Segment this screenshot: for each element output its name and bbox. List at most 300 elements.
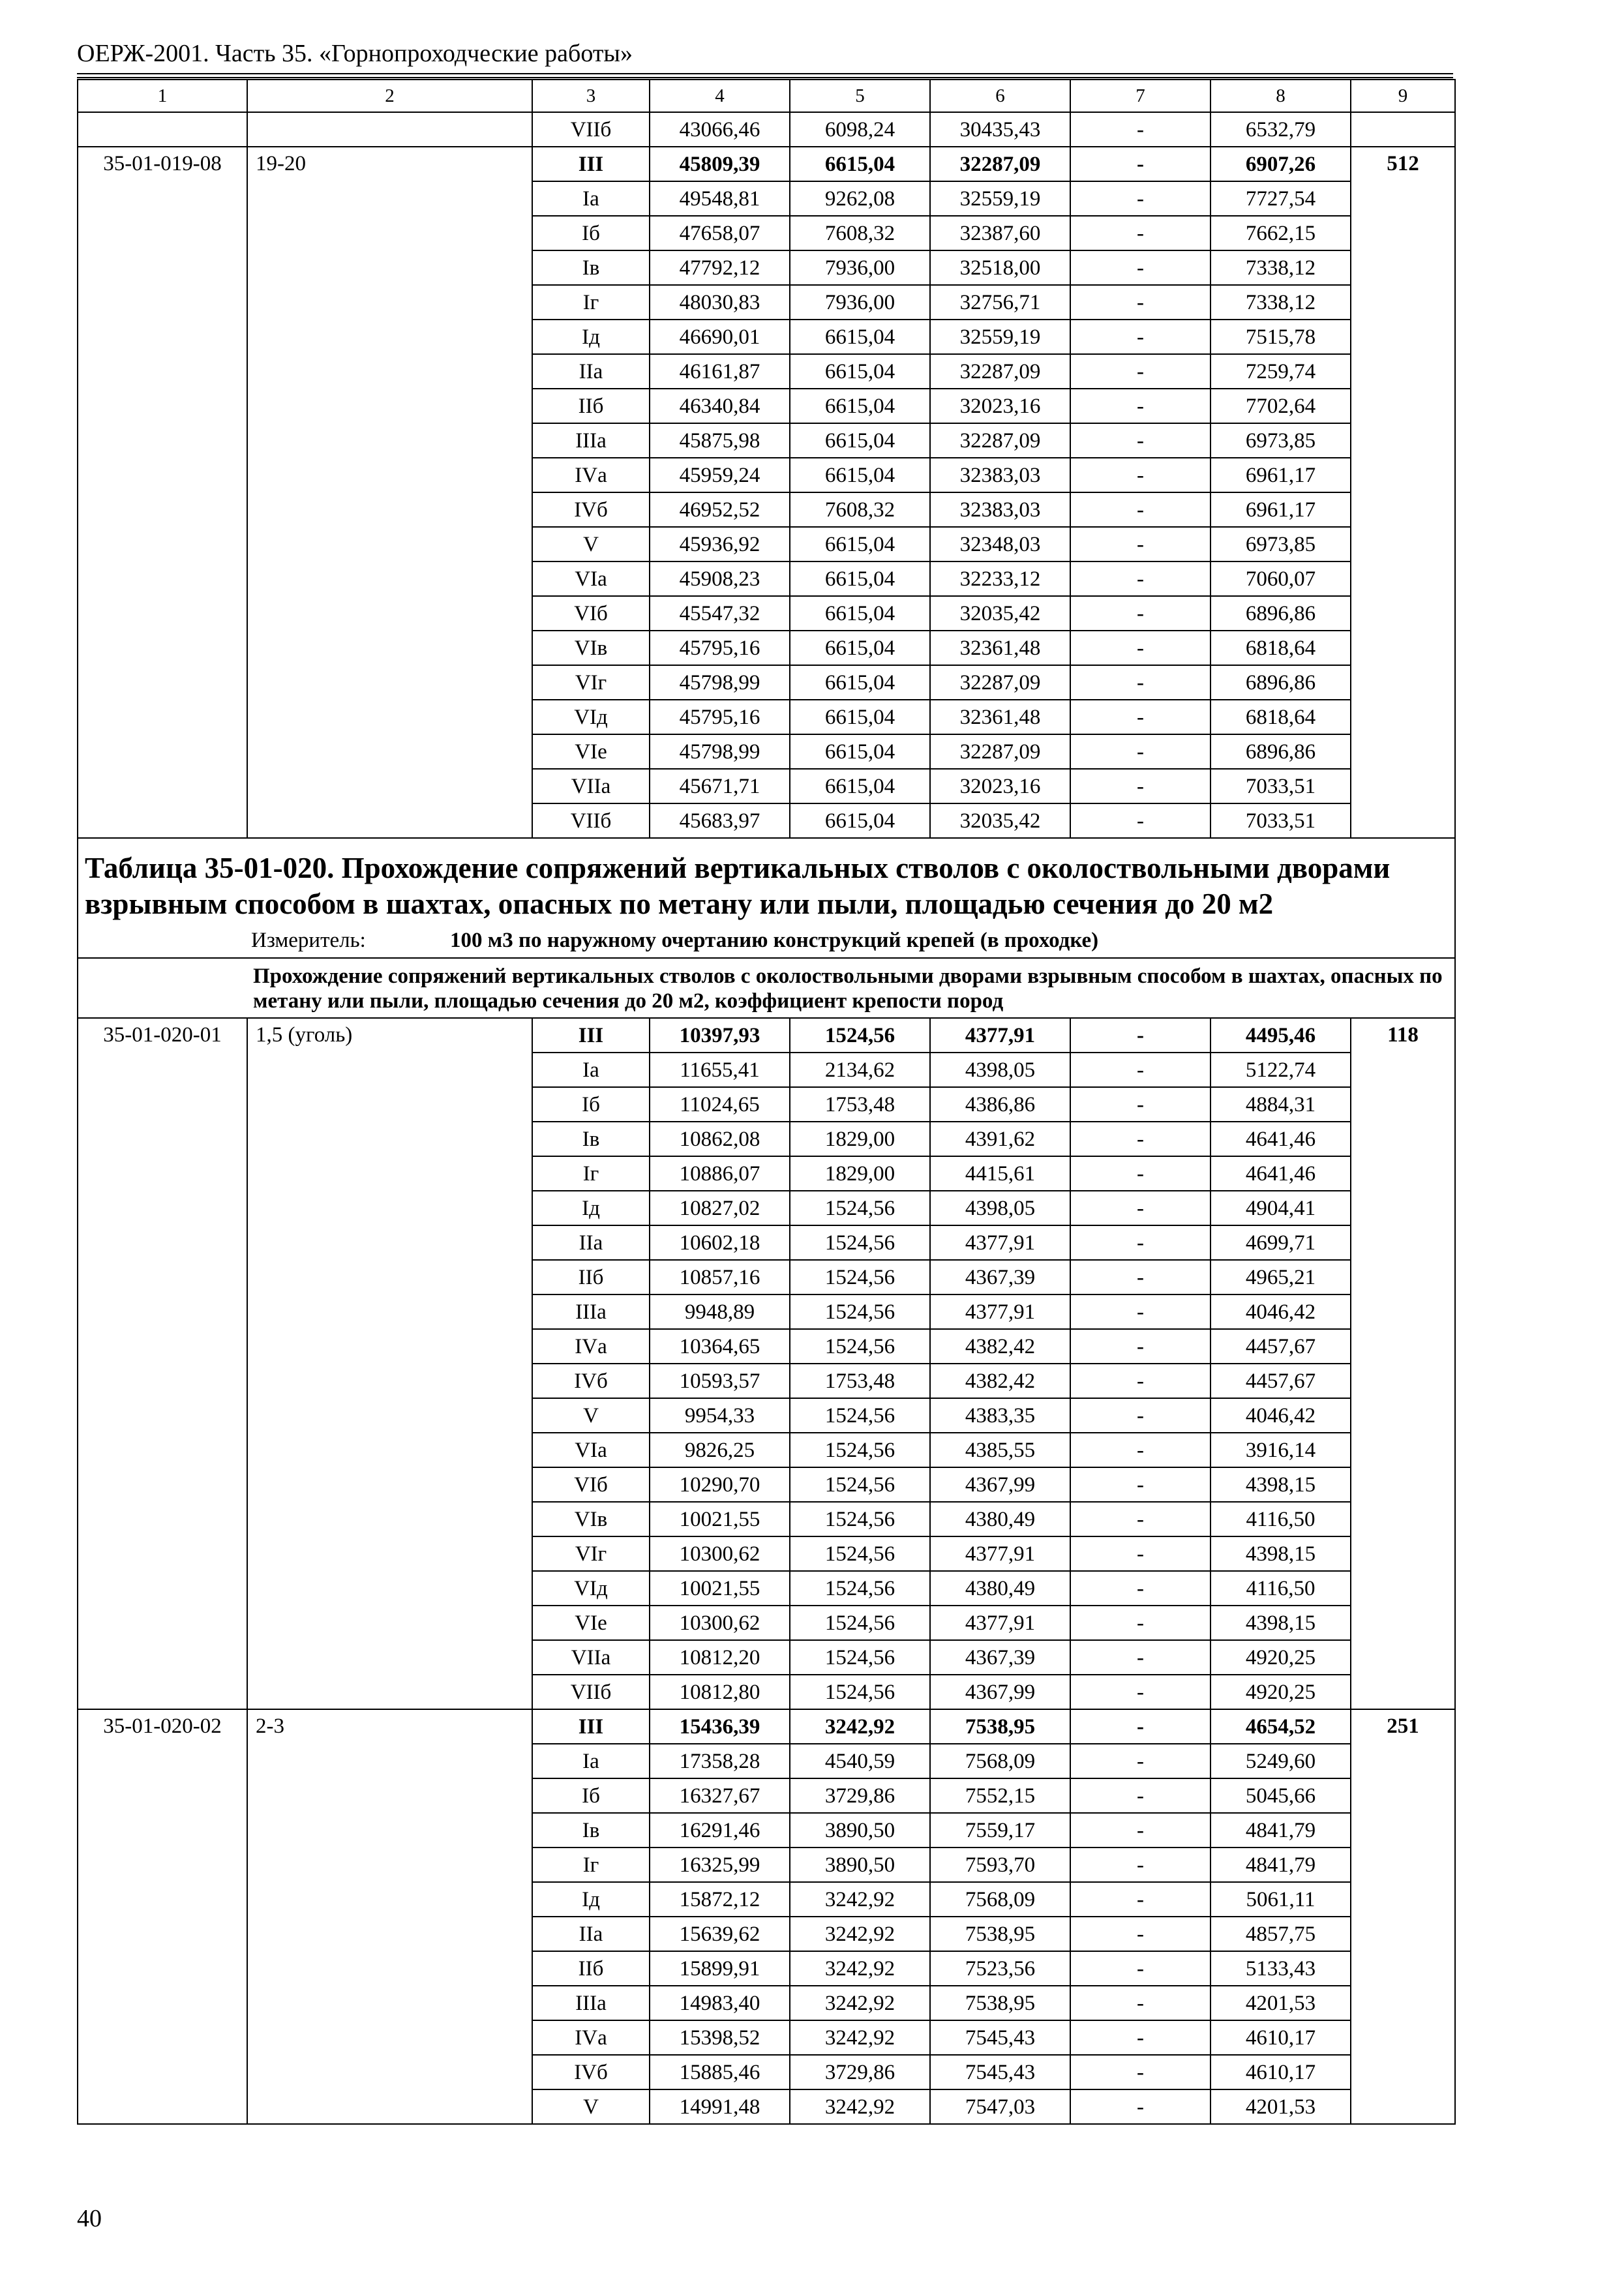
table-cell: Iд bbox=[532, 1191, 650, 1225]
table-cell: 7523,56 bbox=[930, 1951, 1070, 1986]
table-cell: 4046,42 bbox=[1210, 1398, 1351, 1433]
table-cell: VIIб bbox=[532, 1675, 650, 1709]
table-cell: VIа bbox=[532, 561, 650, 596]
table-cell: 1524,56 bbox=[790, 1571, 930, 1606]
table-cell: 3242,92 bbox=[790, 1951, 930, 1986]
empty-cell bbox=[78, 112, 247, 147]
table-cell: 10827,02 bbox=[650, 1191, 790, 1225]
table-cell: 32383,03 bbox=[930, 492, 1070, 527]
empty-cell bbox=[247, 112, 532, 147]
table-cell: 3729,86 bbox=[790, 1778, 930, 1813]
table-cell: 47792,12 bbox=[650, 250, 790, 285]
table-cell: 4398,05 bbox=[930, 1053, 1070, 1087]
table-cell: 7936,00 bbox=[790, 250, 930, 285]
table-cell: Iа bbox=[532, 1053, 650, 1087]
table-cell: 10364,65 bbox=[650, 1329, 790, 1364]
table-cell: 48030,83 bbox=[650, 285, 790, 320]
table-cell: 4391,62 bbox=[930, 1122, 1070, 1156]
table-cell: 3729,86 bbox=[790, 2055, 930, 2089]
table-cell: 15398,52 bbox=[650, 2020, 790, 2055]
table-cell: - bbox=[1070, 389, 1210, 423]
table-cell: - bbox=[1070, 147, 1210, 181]
table-cell: 3242,92 bbox=[790, 2089, 930, 2124]
table-cell: 6615,04 bbox=[790, 769, 930, 803]
table-cell: 4884,31 bbox=[1210, 1087, 1351, 1122]
table-cell: VIв bbox=[532, 631, 650, 665]
table-cell: 10857,16 bbox=[650, 1260, 790, 1294]
table-cell: 46340,84 bbox=[650, 389, 790, 423]
column-number: 6 bbox=[930, 80, 1070, 112]
table-cell: 6615,04 bbox=[790, 631, 930, 665]
table-cell: - bbox=[1070, 527, 1210, 561]
table-cell: 3890,50 bbox=[790, 1813, 930, 1848]
table-cell: 32361,48 bbox=[930, 631, 1070, 665]
table-cell: 10602,18 bbox=[650, 1225, 790, 1260]
table-cell: - bbox=[1070, 1467, 1210, 1502]
table-cell: 4367,99 bbox=[930, 1675, 1070, 1709]
table-cell: 32035,42 bbox=[930, 596, 1070, 631]
table-cell: 10886,07 bbox=[650, 1156, 790, 1191]
table-cell: 6615,04 bbox=[790, 700, 930, 734]
table-cell: 3916,14 bbox=[1210, 1433, 1351, 1467]
table-cell: IVб bbox=[532, 2055, 650, 2089]
table-cell: - bbox=[1070, 1675, 1210, 1709]
table-cell: 6615,04 bbox=[790, 596, 930, 631]
table-cell: 7547,03 bbox=[930, 2089, 1070, 2124]
table-title-row bbox=[78, 838, 1455, 958]
table-cell: 4386,86 bbox=[930, 1087, 1070, 1122]
table-cell: 1524,56 bbox=[790, 1467, 930, 1502]
table-cell: - bbox=[1070, 1709, 1210, 1744]
rock-strength: 2-3 bbox=[247, 1709, 532, 2124]
table-cell: 16291,46 bbox=[650, 1813, 790, 1848]
table-cell: - bbox=[1070, 803, 1210, 838]
table-cell: 6615,04 bbox=[790, 665, 930, 700]
table-cell: 4841,79 bbox=[1210, 1848, 1351, 1882]
table-cell: VIд bbox=[532, 700, 650, 734]
table-cell: Iб bbox=[532, 216, 650, 250]
table-cell: 15885,46 bbox=[650, 2055, 790, 2089]
table-cell: 1829,00 bbox=[790, 1122, 930, 1156]
table-cell: 4201,53 bbox=[1210, 2089, 1351, 2124]
table-cell: 3890,50 bbox=[790, 1848, 930, 1882]
table-cell: - bbox=[1070, 1053, 1210, 1087]
table-cell: 10300,62 bbox=[650, 1536, 790, 1571]
table-cell: 6973,85 bbox=[1210, 423, 1351, 458]
table-cell: - bbox=[1070, 700, 1210, 734]
table-cell: 4367,99 bbox=[930, 1467, 1070, 1502]
table-cell: 9948,89 bbox=[650, 1294, 790, 1329]
table-cell: 7338,12 bbox=[1210, 285, 1351, 320]
table-cell: Iв bbox=[532, 1122, 650, 1156]
table-cell: - bbox=[1070, 1917, 1210, 1951]
table-cell: 45683,97 bbox=[650, 803, 790, 838]
table-cell: 32023,16 bbox=[930, 389, 1070, 423]
table-cell: 45959,24 bbox=[650, 458, 790, 492]
table-cell: - bbox=[1070, 1018, 1210, 1053]
column-number: 2 bbox=[247, 80, 532, 112]
table-cell: 6818,64 bbox=[1210, 631, 1351, 665]
table-cell: 3242,92 bbox=[790, 1986, 930, 2020]
table-cell: 32387,60 bbox=[930, 216, 1070, 250]
column-number-row bbox=[78, 80, 1455, 112]
table-cell: - bbox=[1070, 734, 1210, 769]
table-title: Таблица 35-01-020. Прохождение сопряжений вертикальных стволов с околоствольными дворами взрывным способом в шахтах, опасных по метану или пыли, площадью сечения до 20 м2 bbox=[85, 852, 1391, 920]
table-cell: VIIб bbox=[532, 803, 650, 838]
table-cell: 43066,46 bbox=[650, 112, 790, 147]
table-cell: III bbox=[532, 147, 650, 181]
table-cell: 32348,03 bbox=[930, 527, 1070, 561]
table-cell: 7727,54 bbox=[1210, 181, 1351, 216]
table-cell: Iг bbox=[532, 285, 650, 320]
table-cell: - bbox=[1070, 2020, 1210, 2055]
table-cell: 16325,99 bbox=[650, 1848, 790, 1882]
table-cell: 7538,95 bbox=[930, 1986, 1070, 2020]
table-cell: 6098,24 bbox=[790, 112, 930, 147]
table-cell: - bbox=[1070, 1848, 1210, 1882]
table-cell: Iа bbox=[532, 1744, 650, 1778]
labor-cost: 512 bbox=[1351, 147, 1455, 838]
table-cell: - bbox=[1070, 631, 1210, 665]
table-cell: 32756,71 bbox=[930, 285, 1070, 320]
table-cell: 9954,33 bbox=[650, 1398, 790, 1433]
table-cell: 6615,04 bbox=[790, 320, 930, 354]
table-cell: Iв bbox=[532, 1813, 650, 1848]
table-cell: Iб bbox=[532, 1087, 650, 1122]
table-cell: 46952,52 bbox=[650, 492, 790, 527]
table-cell: - bbox=[1070, 181, 1210, 216]
table-cell: IVб bbox=[532, 492, 650, 527]
table-cell: 32383,03 bbox=[930, 458, 1070, 492]
rock-strength: 1,5 (уголь) bbox=[247, 1018, 532, 1709]
column-number: 7 bbox=[1070, 80, 1210, 112]
table-row bbox=[78, 1709, 1455, 1744]
table-cell: 1524,56 bbox=[790, 1536, 930, 1571]
table-cell: 7608,32 bbox=[790, 216, 930, 250]
table-cell: 4610,17 bbox=[1210, 2055, 1351, 2089]
table-cell: 45875,98 bbox=[650, 423, 790, 458]
table-cell: 10593,57 bbox=[650, 1364, 790, 1398]
rock-strength: 19-20 bbox=[247, 147, 532, 838]
table-cell: 2134,62 bbox=[790, 1053, 930, 1087]
table-row bbox=[78, 147, 1455, 181]
table-cell: 7702,64 bbox=[1210, 389, 1351, 423]
table-cell: III bbox=[532, 1018, 650, 1053]
table-cell: 7568,09 bbox=[930, 1882, 1070, 1917]
table-cell: Iб bbox=[532, 1778, 650, 1813]
table-cell: 7538,95 bbox=[930, 1709, 1070, 1744]
table-cell: 7033,51 bbox=[1210, 769, 1351, 803]
table-cell: Iд bbox=[532, 320, 650, 354]
column-number: 8 bbox=[1210, 80, 1351, 112]
table-cell: 45795,16 bbox=[650, 631, 790, 665]
table-cell: 32287,09 bbox=[930, 354, 1070, 389]
table-row bbox=[78, 112, 1455, 147]
table-cell: 6907,26 bbox=[1210, 147, 1351, 181]
table-cell: 3242,92 bbox=[790, 1917, 930, 1951]
table-cell: V bbox=[532, 527, 650, 561]
rate-code: 35-01-020-01 bbox=[78, 1018, 247, 1709]
table-cell: 32361,48 bbox=[930, 700, 1070, 734]
table-cell: 45798,99 bbox=[650, 665, 790, 700]
table-cell: - bbox=[1070, 2055, 1210, 2089]
column-number: 4 bbox=[650, 80, 790, 112]
table-cell: 45547,32 bbox=[650, 596, 790, 631]
page-header-title: ОЕРЖ-2001. Часть 35. «Горнопроходческие работы» bbox=[77, 40, 633, 67]
table-cell: 6615,04 bbox=[790, 527, 930, 561]
table-cell: 4367,39 bbox=[930, 1260, 1070, 1294]
table-cell: IVб bbox=[532, 1364, 650, 1398]
table-cell: 1524,56 bbox=[790, 1502, 930, 1536]
table-cell: - bbox=[1070, 492, 1210, 527]
table-cell: IVа bbox=[532, 2020, 650, 2055]
header-rule bbox=[77, 73, 1453, 74]
table-cell: VIа bbox=[532, 1433, 650, 1467]
table-cell: 10812,20 bbox=[650, 1640, 790, 1675]
table-cell: 49548,81 bbox=[650, 181, 790, 216]
table-cell: 4641,46 bbox=[1210, 1156, 1351, 1191]
table-cell: IIа bbox=[532, 1917, 650, 1951]
table-cell: 7259,74 bbox=[1210, 354, 1351, 389]
table-cell: 45795,16 bbox=[650, 700, 790, 734]
page-number: 40 bbox=[77, 2205, 102, 2232]
table-cell: VIд bbox=[532, 1571, 650, 1606]
table-cell: 14991,48 bbox=[650, 2089, 790, 2124]
table-cell: 16327,67 bbox=[650, 1778, 790, 1813]
table-cell: 7936,00 bbox=[790, 285, 930, 320]
table-cell: 7545,43 bbox=[930, 2020, 1070, 2055]
table-cell: IIа bbox=[532, 1225, 650, 1260]
table-cell: 4857,75 bbox=[1210, 1917, 1351, 1951]
table-cell: - bbox=[1070, 769, 1210, 803]
meter-line bbox=[85, 927, 1448, 953]
table-cell: VIб bbox=[532, 596, 650, 631]
table-cell: 4398,15 bbox=[1210, 1467, 1351, 1502]
table-cell: - bbox=[1070, 1640, 1210, 1675]
table-cell: 7545,43 bbox=[930, 2055, 1070, 2089]
table-cell: 15899,91 bbox=[650, 1951, 790, 1986]
table-cell: - bbox=[1070, 1122, 1210, 1156]
table-cell: - bbox=[1070, 285, 1210, 320]
table-cell: 4116,50 bbox=[1210, 1502, 1351, 1536]
table-cell: 5122,74 bbox=[1210, 1053, 1351, 1087]
table-cell: 3242,92 bbox=[790, 1882, 930, 1917]
table-cell: - bbox=[1070, 1260, 1210, 1294]
table-cell: - bbox=[1070, 1329, 1210, 1364]
table-cell: 6973,85 bbox=[1210, 527, 1351, 561]
table-cell: 4116,50 bbox=[1210, 1571, 1351, 1606]
table-cell: - bbox=[1070, 1294, 1210, 1329]
table-cell: 7033,51 bbox=[1210, 803, 1351, 838]
table-cell: 4610,17 bbox=[1210, 2020, 1351, 2055]
table-cell: 7568,09 bbox=[930, 1744, 1070, 1778]
table-cell: 7060,07 bbox=[1210, 561, 1351, 596]
table-cell: 3242,92 bbox=[790, 1709, 930, 1744]
table-cell: 6818,64 bbox=[1210, 700, 1351, 734]
table-cell: 32559,19 bbox=[930, 181, 1070, 216]
table-cell: 6961,17 bbox=[1210, 458, 1351, 492]
table-cell: 32287,09 bbox=[930, 665, 1070, 700]
table-cell: - bbox=[1070, 1606, 1210, 1640]
table-cell: 6896,86 bbox=[1210, 665, 1351, 700]
rate-code: 35-01-020-02 bbox=[78, 1709, 247, 2124]
table-cell: - bbox=[1070, 1778, 1210, 1813]
table-cell: 4377,91 bbox=[930, 1225, 1070, 1260]
table-cell: 47658,07 bbox=[650, 216, 790, 250]
table-cell: 45809,39 bbox=[650, 147, 790, 181]
table-cell: 1753,48 bbox=[790, 1087, 930, 1122]
table-cell: 7608,32 bbox=[790, 492, 930, 527]
table-cell: 10397,93 bbox=[650, 1018, 790, 1053]
rate-code: 35-01-019-08 bbox=[78, 147, 247, 838]
table-cell: - bbox=[1070, 1433, 1210, 1467]
column-number: 1 bbox=[78, 80, 247, 112]
table-cell: 1524,56 bbox=[790, 1433, 930, 1467]
table-cell: 32287,09 bbox=[930, 147, 1070, 181]
table-cell: 45671,71 bbox=[650, 769, 790, 803]
table-cell: 4380,49 bbox=[930, 1571, 1070, 1606]
table-cell: - bbox=[1070, 1951, 1210, 1986]
table-cell: 4920,25 bbox=[1210, 1640, 1351, 1675]
table-cell: IIа bbox=[532, 354, 650, 389]
table-cell: IIб bbox=[532, 1260, 650, 1294]
table-cell: VIв bbox=[532, 1502, 650, 1536]
table-cell: 1524,56 bbox=[790, 1640, 930, 1675]
table-cell: 32287,09 bbox=[930, 423, 1070, 458]
table-cell: 6896,86 bbox=[1210, 734, 1351, 769]
table-cell: 11024,65 bbox=[650, 1087, 790, 1122]
table-cell: 7515,78 bbox=[1210, 320, 1351, 354]
table-cell: 4377,91 bbox=[930, 1018, 1070, 1053]
table-cell: 7538,95 bbox=[930, 1917, 1070, 1951]
table-cell: 10812,80 bbox=[650, 1675, 790, 1709]
table-cell: 32559,19 bbox=[930, 320, 1070, 354]
table-cell: 6615,04 bbox=[790, 354, 930, 389]
table-cell: 14983,40 bbox=[650, 1986, 790, 2020]
meter-label: Измеритель: bbox=[251, 929, 366, 952]
table-cell: 5133,43 bbox=[1210, 1951, 1351, 1986]
table-description: Прохождение сопряжений вертикальных стволов с околоствольными дворами взрывным способом в шахтах, опасных по метану или пыли, площадью сечения до 20 м2, коэффициент крепости пород bbox=[78, 958, 1455, 1018]
table-cell: 4385,55 bbox=[930, 1433, 1070, 1467]
table-cell: 32233,12 bbox=[930, 561, 1070, 596]
table-cell: - bbox=[1070, 1986, 1210, 2020]
table-cell: - bbox=[1070, 458, 1210, 492]
table-cell: 32518,00 bbox=[930, 250, 1070, 285]
table-cell: 1829,00 bbox=[790, 1156, 930, 1191]
table-cell: 4398,15 bbox=[1210, 1606, 1351, 1640]
table-cell: III bbox=[532, 1709, 650, 1744]
table-cell: IIIа bbox=[532, 1294, 650, 1329]
table-cell: - bbox=[1070, 250, 1210, 285]
table-cell: 10021,55 bbox=[650, 1502, 790, 1536]
table-cell: 10290,70 bbox=[650, 1467, 790, 1502]
table-cell: - bbox=[1070, 561, 1210, 596]
column-number: 3 bbox=[532, 80, 650, 112]
header-rule bbox=[77, 77, 1453, 78]
table-cell: 6532,79 bbox=[1210, 112, 1351, 147]
table-cell: - bbox=[1070, 1398, 1210, 1433]
rates-table-body bbox=[78, 80, 1455, 2124]
rates-table bbox=[77, 79, 1456, 2125]
table-cell: VIе bbox=[532, 734, 650, 769]
table-cell: 17358,28 bbox=[650, 1744, 790, 1778]
table-cell: 4457,67 bbox=[1210, 1364, 1351, 1398]
table-cell: 6615,04 bbox=[790, 147, 930, 181]
table-cell: 3242,92 bbox=[790, 2020, 930, 2055]
table-cell: 4920,25 bbox=[1210, 1675, 1351, 1709]
table-cell: 4540,59 bbox=[790, 1744, 930, 1778]
table-cell: - bbox=[1070, 112, 1210, 147]
table-cell: IVа bbox=[532, 1329, 650, 1364]
table-cell: 4398,15 bbox=[1210, 1536, 1351, 1571]
table-description-row bbox=[78, 958, 1455, 1018]
labor-cost: 251 bbox=[1351, 1709, 1455, 2124]
table-cell: - bbox=[1070, 1364, 1210, 1398]
table-cell: IVа bbox=[532, 458, 650, 492]
table-cell: 4377,91 bbox=[930, 1536, 1070, 1571]
table-cell: 30435,43 bbox=[930, 112, 1070, 147]
table-cell: 6615,04 bbox=[790, 561, 930, 596]
table-cell: 4841,79 bbox=[1210, 1813, 1351, 1848]
table-cell: VIIа bbox=[532, 1640, 650, 1675]
table-cell: V bbox=[532, 2089, 650, 2124]
table-cell: 32035,42 bbox=[930, 803, 1070, 838]
table-cell: 4398,05 bbox=[930, 1191, 1070, 1225]
labor-cost: 118 bbox=[1351, 1018, 1455, 1709]
table-cell: 7338,12 bbox=[1210, 250, 1351, 285]
table-cell: V bbox=[532, 1398, 650, 1433]
table-cell: 4699,71 bbox=[1210, 1225, 1351, 1260]
table-cell: - bbox=[1070, 1156, 1210, 1191]
table-cell: 4046,42 bbox=[1210, 1294, 1351, 1329]
table-row bbox=[78, 1018, 1455, 1053]
table-cell: - bbox=[1070, 596, 1210, 631]
table-cell: 46690,01 bbox=[650, 320, 790, 354]
table-cell: 1524,56 bbox=[790, 1260, 930, 1294]
table-cell: 7662,15 bbox=[1210, 216, 1351, 250]
table-cell: 4654,52 bbox=[1210, 1709, 1351, 1744]
table-cell: 46161,87 bbox=[650, 354, 790, 389]
table-cell: 45798,99 bbox=[650, 734, 790, 769]
table-cell: 4495,46 bbox=[1210, 1018, 1351, 1053]
table-cell: 4377,91 bbox=[930, 1606, 1070, 1640]
table-cell: 6896,86 bbox=[1210, 596, 1351, 631]
table-cell: 15639,62 bbox=[650, 1917, 790, 1951]
table-cell: 7559,17 bbox=[930, 1813, 1070, 1848]
table-cell: - bbox=[1070, 216, 1210, 250]
table-cell: - bbox=[1070, 2089, 1210, 2124]
table-cell: 1524,56 bbox=[790, 1606, 930, 1640]
table-cell: 6615,04 bbox=[790, 458, 930, 492]
table-cell: Iа bbox=[532, 181, 650, 216]
table-cell: 32023,16 bbox=[930, 769, 1070, 803]
table-cell: Iд bbox=[532, 1882, 650, 1917]
table-cell: - bbox=[1070, 1813, 1210, 1848]
table-cell: 15436,39 bbox=[650, 1709, 790, 1744]
table-cell: 1524,56 bbox=[790, 1398, 930, 1433]
table-cell: 45908,23 bbox=[650, 561, 790, 596]
table-cell: 1524,56 bbox=[790, 1191, 930, 1225]
table-cell: 1753,48 bbox=[790, 1364, 930, 1398]
table-cell: 6961,17 bbox=[1210, 492, 1351, 527]
table-cell: 4201,53 bbox=[1210, 1986, 1351, 2020]
table-cell: 4904,41 bbox=[1210, 1191, 1351, 1225]
table-cell: - bbox=[1070, 1744, 1210, 1778]
table-cell: VIIа bbox=[532, 769, 650, 803]
table-cell: 4367,39 bbox=[930, 1640, 1070, 1675]
table-cell: VIг bbox=[532, 665, 650, 700]
table-cell: - bbox=[1070, 1225, 1210, 1260]
